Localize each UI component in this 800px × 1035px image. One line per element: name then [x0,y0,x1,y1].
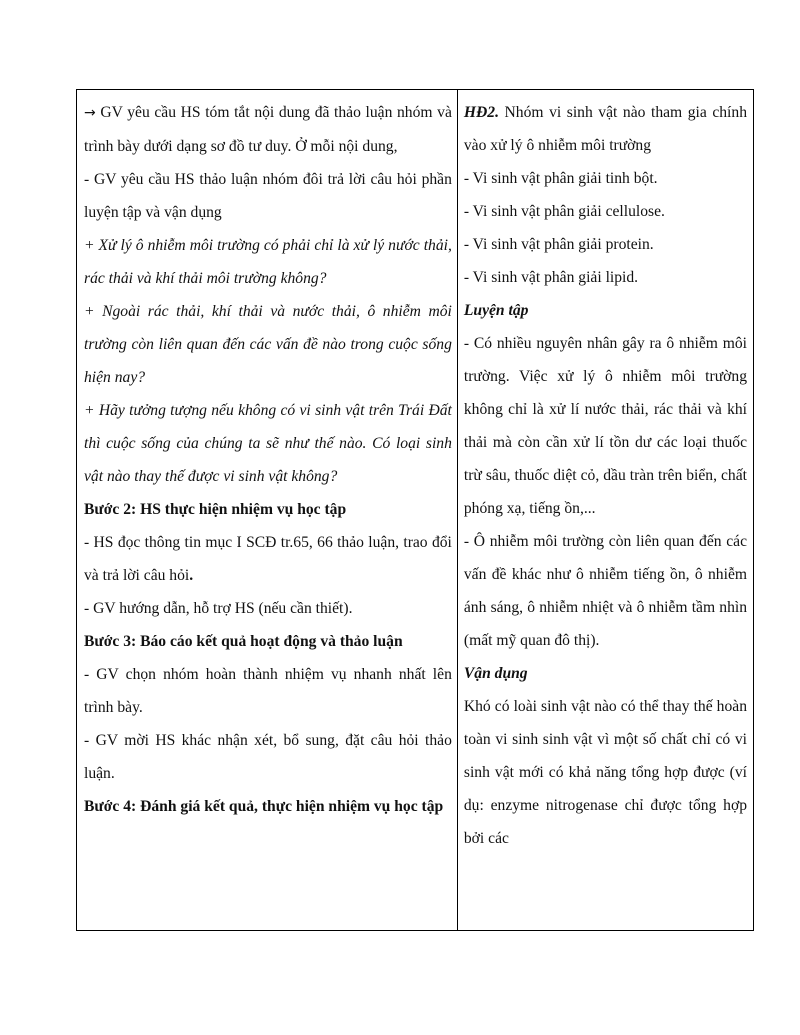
practice-answer-2: - Ô nhiễm môi trường còn liên quan đến các vấn đề khác như ô nhiễm tiếng ồn, ô nhiễm ánh sáng, ô nhiễm nhiệt và ô nhiễm tầm nhìn (mất mỹ quan đô thị). [463,533,747,649]
application-heading: Vận dụng [463,665,528,682]
summary-instruction: → GV yêu cầu HS tóm tắt nội dung đã thảo luận nhóm và trình bày dưới dạng sơ đồ tư duy. Ở mỗi nội dung, [84,104,452,155]
arrow-right-icon: → [84,105,96,121]
step-3-feedback: - GV mời HS khác nhận xét, bổ sung, đặt câu hỏi thảo luận. [84,732,452,782]
step-3-present: - GV chọn nhóm hoàn thành nhiệm vụ nhanh nhất lên trình bày. [84,666,452,716]
question-2: + Ngoài rác thải, khí thải và nước thải, ô nhiễm môi trường còn liên quan đến các vấn đề nào trong cuộc sống hiện nay? [84,303,452,386]
pair-discussion-instruction: - GV yêu cầu HS thảo luận nhóm đôi trả lời câu hỏi phần luyện tập và vận dụng [84,171,452,221]
list-item: - Vi sinh vật phân giải protein. [463,236,654,253]
hd2-question: HĐ2. Nhóm vi sinh vật nào tham gia chính vào xử lý ô nhiễm môi trường [463,104,747,154]
question-1: + Xử lý ô nhiễm môi trường có phải chỉ là xử lý nước thải, rác thải và khí thải môi trường không? [84,237,452,287]
list-item: - Vi sinh vật phân giải lipid. [463,269,639,286]
step-4-heading: Bước 4: Đánh giá kết quả, thực hiện nhiệm vụ học tập [84,798,444,815]
lesson-table [76,89,754,931]
list-item: - Vi sinh vật phân giải cellulose. [463,203,665,220]
step-3-heading: Bước 3: Báo cáo kết quả hoạt động và thảo luận [84,633,403,650]
teacher-activity-column [77,90,458,930]
step-2-support: - GV hướng dẫn, hỗ trợ HS (nếu cần thiết). [84,600,353,617]
application-answer: Khó có loài sinh vật nào có thể thay thế hoàn toàn vi sinh sinh vật vì một số chất chỉ có vi sinh vật mới có khả năng tổng hợp được (ví dụ: enzyme nitrogenase chỉ được tổng hợp bởi các [463,698,747,847]
practice-heading: Luyện tập [463,302,529,319]
expected-result-column [458,90,753,930]
step-2-heading: Bước 2: HS thực hiện nhiệm vụ học tập [84,501,347,518]
practice-answer-1: - Có nhiều nguyên nhân gây ra ô nhiễm môi trường. Việc xử lý ô nhiễm môi trường không chỉ là xử lí nước thải, rác thải và khí thải mà còn cần xử lí tồn dư các loại thuốc trừ sâu, thuốc diệt cỏ, dầu tràn trên biển, chất phóng xạ, tiếng ồn,... [463,335,747,517]
step-2-reading-task: - HS đọc thông tin mục I SCĐ tr.65, 66 thảo luận, trao đổi và trả lời câu hỏi. [84,534,452,584]
question-3: + Hãy tưởng tượng nếu không có vi sinh vật trên Trái Đất thì cuộc sống của chúng ta sẽ như thế nào. Có loại sinh vật nào thay thế được vi sinh vật không? [84,402,452,485]
list-item: - Vi sinh vật phân giải tinh bột. [463,170,658,187]
